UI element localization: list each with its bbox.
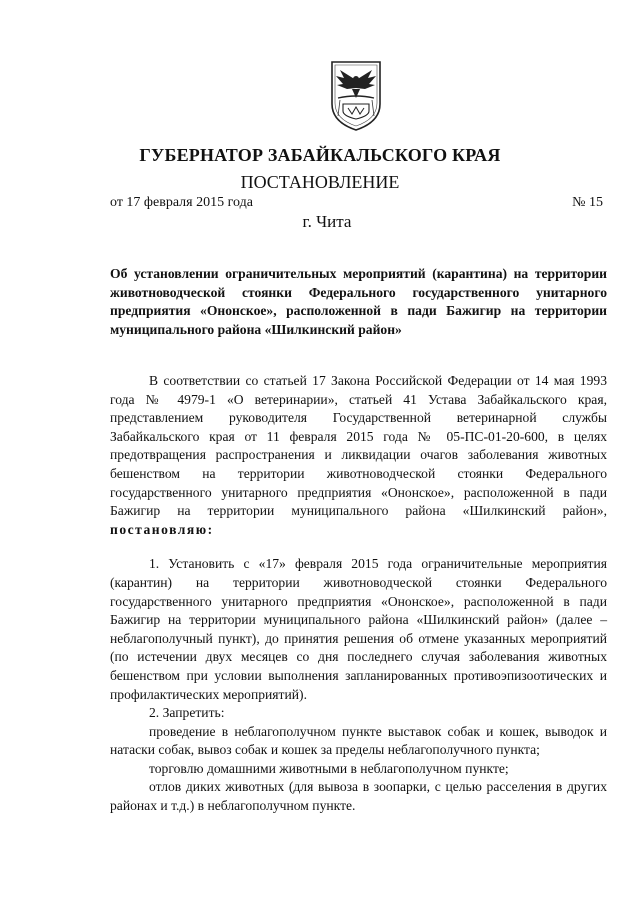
document-date: от 17 февраля 2015 года (110, 195, 253, 210)
coat-of-arms-icon (326, 58, 386, 134)
document-subject: Об установлении ограничительных мероприятий (карантина) на территории животноводческой стоянки Федерального государственного унитарного предприятия «Ононское», расположенной в пади Бажигир на территории муниципального района «Шилкинский район» (110, 266, 607, 337)
governor-title: ГУБЕРНАТОР ЗАБАЙКАЛЬСКОГО КРАЯ (139, 145, 501, 165)
preamble-paragraph (110, 372, 607, 539)
item-2-ban-exhibitions: проведение в неблагополучном пункте выставок собак и кошек, выводок и натаски собак, вывоз собак и кошек за пределы неблагополучного пункта; (110, 723, 607, 758)
document-city: г. Чита (302, 212, 352, 231)
item-2: 2. Запретить: (149, 705, 225, 721)
preamble-text: В соответствии со статьей 17 Закона Российской Федерации от 14 мая 1993 года № 4979-1 «О ветеринарии», статьей 41 Устава Забайкальского края, представлением руководителя Государственной ветеринарной службы Забайкальского края от 11 февраля 2015 года № 05-ПС-01-20-600, в целях предотвращения распространения и ликвидации очагов заболевания животных бешенством на территории животноводческой стоянки Федерального государственного унитарного предприятия «Ононское», расположенной в пади Бажигир на территории муниципального района «Шилкинский район», (110, 373, 607, 519)
document-number: № 15 (572, 195, 603, 210)
item-2-ban-trade: торговлю домашними животными в неблагополучном пункте; (149, 760, 509, 776)
item-1: 1. Установить с «17» февраля 2015 года ограничительные мероприятия (карантин) на территории животноводческой стоянки Федерального государственного унитарного предприятия «Ононское», расположенной в пади Бажигир на территории муниципального района «Шилкинский район» (далее – неблагополучный пункт), до принятия решения об отмене указанных мероприятий (по истечении двух месяцев со дня последнего случая заболевания животных бешенством при условии выполнения запланированных противоэпизоотических и профилактических мероприятий). (110, 556, 607, 702)
item-2-ban-capture: отлов диких животных (для вывоза в зоопарки, с целью расселения в других районах и т.д.) в неблагополучном пункте. (110, 779, 607, 814)
document-type: ПОСТАНОВЛЕНИЕ (240, 172, 400, 192)
decree-word: постановляю: (110, 521, 214, 537)
document-body (110, 372, 607, 816)
